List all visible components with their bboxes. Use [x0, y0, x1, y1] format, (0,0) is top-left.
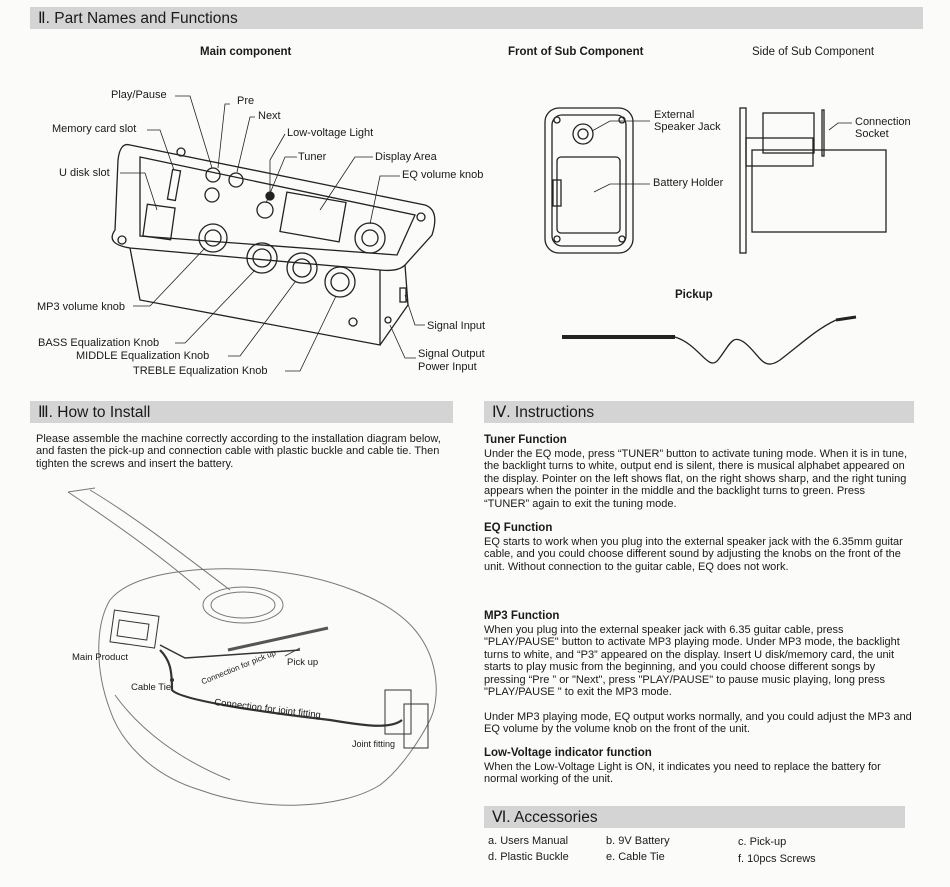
low-voltage-title: Low-Voltage indicator function: [484, 747, 652, 759]
label-eq-volume-knob: EQ volume knob: [402, 169, 484, 181]
accessory-pickup: c. Pick-up: [738, 836, 787, 848]
label-speaker-jack: Speaker Jack: [654, 121, 721, 133]
label-external: External: [654, 109, 695, 121]
section-title-instructions: Ⅳ. Instructions: [492, 404, 595, 421]
accessory-screws: f. 10pcs Screws: [738, 853, 816, 865]
label-display-area: Display Area: [375, 151, 437, 163]
section-title-accessories: Ⅵ. Accessories: [492, 809, 598, 826]
side-sub-component-header: Side of Sub Component: [752, 46, 875, 58]
main-component-drawing: [112, 145, 435, 345]
guitar-drawing: [68, 488, 436, 805]
mp3-function-title: MP3 Function: [484, 610, 560, 622]
label-connection: Connection: [855, 116, 911, 128]
eq-function-text: EQ starts to work when you plug into the external speaker jack with the 6.35mm guitar cable, and you could choose different sound by adjusting the knobs on the front of the unit. Without connection to the guitar cable, EQ does not work.: [484, 536, 903, 573]
mp3-function-text-2: Under MP3 playing mode, EQ output works normally, and you could adjust the MP3 and EQ volume by the volume knob on the front of the unit.: [484, 711, 912, 736]
label-middle-knob: MIDDLE Equalization Knob: [76, 350, 210, 362]
pickup-drawing: [562, 317, 856, 364]
accessory-9v-battery: b. 9V Battery: [606, 835, 670, 847]
low-voltage-text: When the Low-Voltage Light is ON, it indicates you need to replace the battery for normal working of the unit.: [484, 761, 881, 786]
label-joint-fitting: Joint fitting: [352, 739, 396, 749]
eq-function-title: EQ Function: [484, 522, 553, 534]
label-low-voltage-light: Low-voltage Light: [287, 127, 374, 139]
label-signal-output: Signal Output: [418, 348, 485, 360]
label-connection-for-joint: Connection for joint fitting: [213, 697, 322, 721]
label-pre: Pre: [237, 95, 255, 107]
main-component-header: Main component: [200, 46, 292, 58]
tuner-function-title: Tuner Function: [484, 434, 567, 446]
label-power-input: Power Input: [418, 361, 477, 373]
mp3-function-text: When you plug into the external speaker jack with 6.35 guitar cable, press "PLAY/PAUSE" button to activate MP3 playing mode. Under MP3 mode, the backlight turns to white, and “P3” appeared on the display. Insert U disk/memory card, the unit starts to play music from the beginning, and you could choose different songs by pressing “Pre ” or "Next", press "PLAY/PAUSE" to pause music playing, long press "PLAY/PAUSE " to exit the MP3 mode.: [484, 624, 900, 699]
main-leader-lines: [120, 96, 425, 371]
label-play-pause: Play/Pause: [111, 89, 167, 101]
label-main-product: Main Product: [72, 652, 128, 663]
sub-front-drawing: [545, 108, 650, 253]
label-battery-holder: Battery Holder: [653, 177, 724, 189]
label-connection-for-pickup: Connection for pick up: [200, 648, 278, 687]
label-memory-card-slot: Memory card slot: [52, 123, 137, 135]
label-cable-tie: Cable Tie: [131, 682, 172, 693]
label-treble-knob: TREBLE Equalization Knob: [133, 365, 268, 377]
pickup-header: Pickup: [675, 289, 713, 301]
front-sub-component-header: Front of Sub Component: [508, 46, 644, 58]
accessory-plastic-buckle: d. Plastic Buckle: [488, 851, 569, 863]
label-pick-up: Pick up: [287, 657, 319, 668]
label-tuner: Tuner: [298, 151, 327, 163]
accessory-users-manual: a. Users Manual: [488, 835, 569, 847]
label-mp3-volume-knob: MP3 volume knob: [37, 301, 126, 313]
install-text: Please assemble the machine correctly according to the installation diagram below, and fasten the pick-up and connection cable with plastic buckle and cable tie. Then tighten the screws and insert the battery.: [36, 433, 441, 470]
label-signal-input: Signal Input: [427, 320, 486, 332]
label-bass-knob: BASS Equalization Knob: [38, 337, 160, 349]
section-title-how-to-install: Ⅲ. How to Install: [38, 404, 151, 421]
label-socket: Socket: [855, 128, 889, 140]
section-title-part-names: Ⅱ. Part Names and Functions: [38, 10, 238, 27]
tuner-function-text: Under the EQ mode, press “TUNER” button to activate tuning mode. When it is in tune, the backlight turns to white, output end is silent, there is musical alphabet appeared on the display. Pointer on the left shows flat, on the right shows sharp, and the right tuning appears when the pointer in the middle and the backlight turns to green. Press “TUNER” again to exit the tuning mode.: [484, 448, 908, 510]
install-components: [110, 610, 428, 748]
label-u-disk-slot: U disk slot: [59, 167, 110, 179]
label-next: Next: [258, 110, 281, 122]
accessory-cable-tie: e. Cable Tie: [606, 851, 665, 863]
